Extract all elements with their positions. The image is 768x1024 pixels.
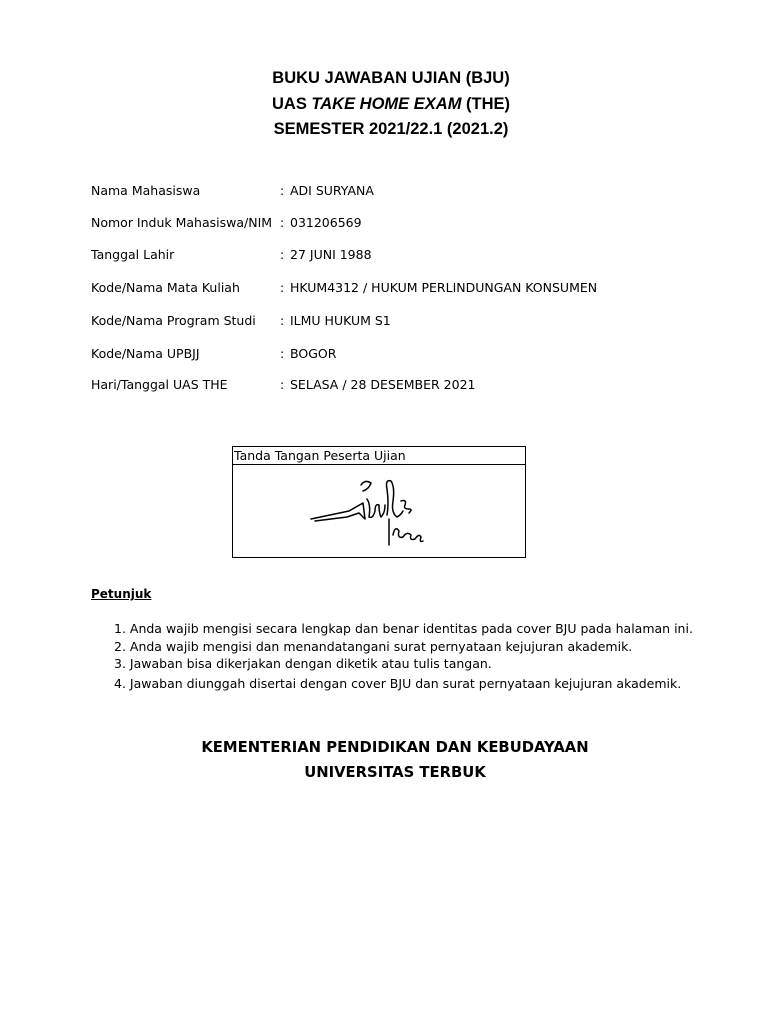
instruction-item: 4. Jawaban diunggah disertai dengan cover BJU dan surat pernyataan kejujuran akademik.	[114, 676, 682, 691]
title-line-1: BUKU JAWABAN UJIAN (BJU)	[272, 69, 510, 87]
field-label: Kode/Nama UPBJJ	[91, 346, 200, 361]
instruction-item: 2. Anda wajib mengisi dan menandatangani surat pernyataan kejujuran akademik.	[114, 639, 633, 654]
instructions-heading: Petunjuk	[91, 587, 152, 601]
field-value: ILMU HUKUM S1	[290, 313, 391, 328]
field-colon: :	[280, 183, 285, 198]
field-value: 27 JUNI 1988	[290, 247, 372, 262]
title-line-2-italic: TAKE HOME EXAM	[311, 94, 462, 113]
ministry-name: KEMENTERIAN PENDIDIKAN DAN KEBUDAYAAN	[201, 739, 589, 756]
title-line-2-suffix: (THE)	[461, 94, 511, 113]
field-colon: :	[280, 247, 285, 262]
instruction-item: 3. Jawaban bisa dikerjakan dengan diketik atau tulis tangan.	[114, 656, 492, 671]
field-colon: :	[280, 280, 285, 295]
field-value: 031206569	[290, 215, 362, 230]
field-value: HKUM4312 / HUKUM PERLINDUNGAN KONSUMEN	[290, 280, 598, 295]
field-value: BOGOR	[290, 346, 337, 361]
field-value: ADI SURYANA	[290, 183, 374, 198]
signature-image	[309, 475, 427, 547]
field-label: Kode/Nama Mata Kuliah	[91, 280, 240, 295]
signature-box-header: Tanda Tangan Peserta Ujian	[233, 447, 525, 465]
signature-box	[232, 446, 526, 558]
title-line-2-prefix: UAS	[271, 94, 312, 113]
university-name: UNIVERSITAS TERBUK	[304, 764, 486, 781]
field-colon: :	[280, 377, 285, 392]
field-colon: :	[280, 215, 285, 230]
instruction-item: 1. Anda wajib mengisi secara lengkap dan benar identitas pada cover BJU pada halaman ini.	[114, 621, 693, 636]
title-line-3: SEMESTER 2021/22.1 (2021.2)	[273, 120, 509, 138]
field-label: Hari/Tanggal UAS THE	[91, 377, 228, 392]
institution-footer	[0, 735, 768, 785]
field-label: Tanggal Lahir	[91, 247, 175, 262]
field-colon: :	[280, 313, 285, 328]
field-label: Nomor Induk Mahasiswa/NIM	[91, 215, 273, 230]
field-colon: :	[280, 346, 285, 361]
field-label: Nama Mahasiswa	[91, 183, 201, 198]
document-title	[0, 66, 768, 143]
title-line-2	[0, 92, 768, 118]
field-label: Kode/Nama Program Studi	[91, 313, 256, 328]
field-value: SELASA / 28 DESEMBER 2021	[290, 377, 476, 392]
